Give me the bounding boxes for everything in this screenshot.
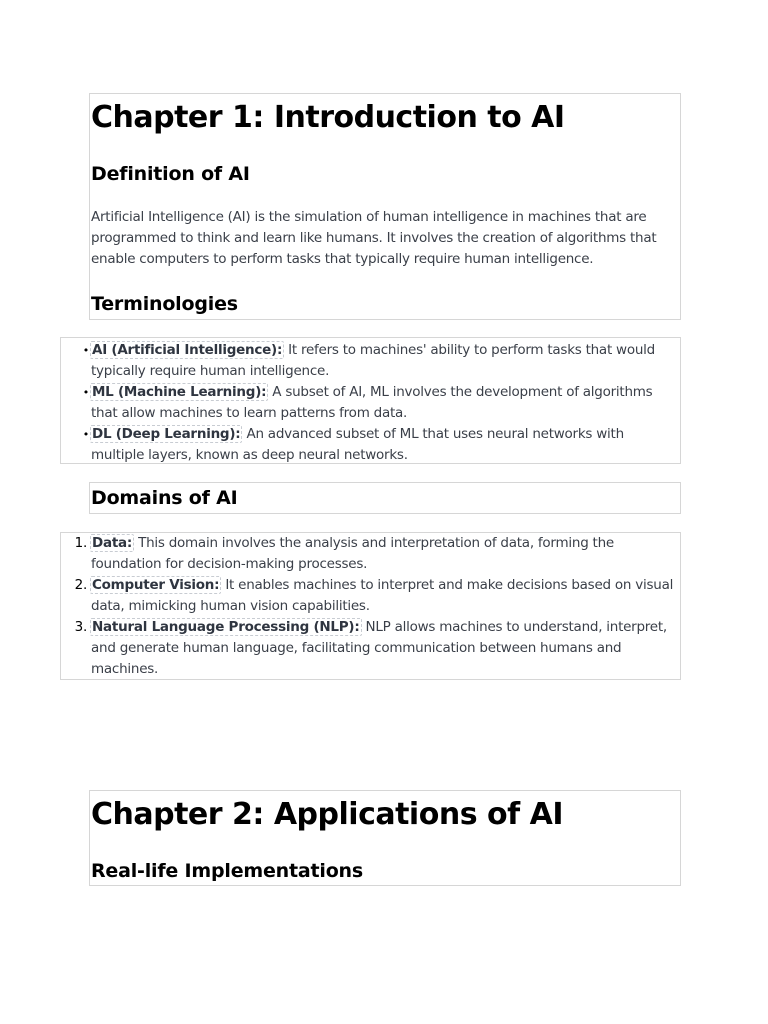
domains-list-box — [60, 532, 681, 680]
definition-text: Artificial Intelligence (AI) is the simulation of human intelligence in machines that are programmed to think and learn like humans. It involves the creation of algorithms that enable computers to perform tasks that typically require human intelligence. — [91, 209, 657, 267]
term-description: This domain involves the analysis and interpretation of data, forming the foundation for decision-making processes. — [91, 535, 614, 572]
implementations-heading: Real-life Implementations — [91, 860, 363, 882]
list-item — [74, 575, 679, 617]
terminologies-list — [82, 340, 679, 466]
chapter2-title: Chapter 2: Applications of AI — [91, 797, 563, 832]
term-label: Natural Language Processing (NLP): — [92, 619, 360, 635]
terminologies-heading: Terminologies — [91, 293, 238, 315]
definition-heading: Definition of AI — [91, 163, 250, 185]
domains-list — [74, 533, 679, 680]
term-description: NLP allows machines to understand, interpret, and generate human language, facilitating communication between humans and machines. — [91, 619, 667, 677]
chapter1-intro-section — [89, 93, 681, 320]
term-label: ML (Machine Learning): — [92, 384, 267, 400]
list-item — [74, 617, 679, 680]
term-label: Data: — [92, 535, 133, 551]
domains-heading-box — [89, 482, 681, 514]
list-number: 3. — [74, 619, 87, 635]
terminologies-list-box — [60, 337, 681, 464]
bullet-icon: • — [82, 344, 89, 357]
list-number: 1. — [74, 535, 87, 551]
list-number: 2. — [74, 577, 87, 593]
term-description: It refers to machines' ability to perform tasks that would typically require human intelligence. — [91, 342, 655, 379]
domains-heading: Domains of AI — [91, 487, 238, 509]
bullet-icon: • — [82, 428, 89, 441]
term-label: DL (Deep Learning): — [92, 426, 241, 442]
term-label: Computer Vision: — [92, 577, 220, 593]
list-item — [82, 340, 679, 382]
term-label: AI (Artificial Intelligence): — [92, 342, 283, 358]
term-description: A subset of AI, ML involves the development of algorithms that allow machines to learn patterns from data. — [91, 384, 653, 421]
term-description: An advanced subset of ML that uses neural networks with multiple layers, known as deep neural networks. — [91, 426, 624, 463]
chapter2-section — [89, 790, 681, 886]
list-item — [82, 424, 679, 466]
term-description: It enables machines to interpret and make decisions based on visual data, mimicking human vision capabilities. — [91, 577, 674, 614]
list-item — [74, 533, 679, 575]
bullet-icon: • — [82, 386, 89, 399]
chapter1-title: Chapter 1: Introduction to AI — [91, 100, 565, 135]
list-item — [82, 382, 679, 424]
